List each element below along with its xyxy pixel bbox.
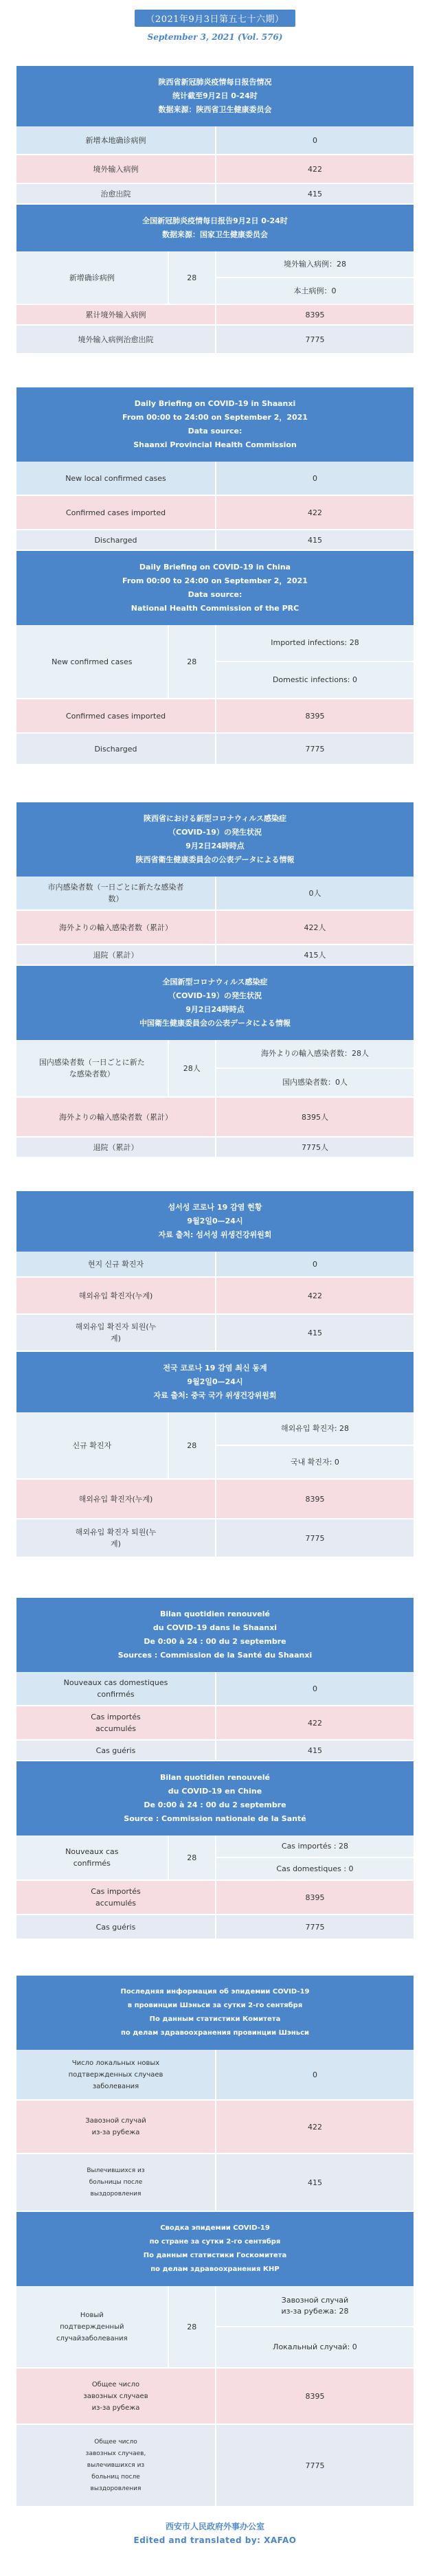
table-row	[16, 1315, 414, 1352]
row-label: 해외유입 확진자(누계)	[78, 1291, 153, 1300]
row-value: 422人	[215, 911, 414, 944]
header-line: по стране за сутки 2-го сентября	[149, 2238, 281, 2246]
ru-shaanxi-header	[16, 1976, 414, 2050]
table-row	[16, 305, 414, 326]
table-row	[16, 326, 414, 354]
row-label: Discharged	[94, 535, 137, 545]
table-row	[16, 1278, 414, 1315]
table-row	[16, 184, 414, 205]
header-line: Daily Briefing on COVID-19 in China	[139, 563, 291, 572]
row-value: 28	[168, 2286, 215, 2367]
table-row	[16, 462, 414, 496]
header-line: Shaanxi Provincial Health Commission	[133, 440, 297, 449]
domestic-value: Cas domestiques : 0	[216, 1857, 414, 1879]
row-value: 8395	[215, 2369, 414, 2424]
row-label: 退院（累計）	[93, 950, 139, 960]
imported-value: Завозной случай из-за рубежа: 28	[281, 2296, 349, 2316]
ja-shaanxi-header	[16, 802, 414, 877]
imported-value: Imported infections: 28	[271, 638, 359, 647]
header-line: Bilan quotidien renouvelé	[159, 1773, 271, 1782]
row-value: 8395	[215, 1480, 414, 1518]
header-line: 자료 출처: 섬서성 위생건강위원회	[158, 1230, 272, 1239]
row-value: 422	[215, 496, 414, 529]
en-shaanxi-header	[16, 387, 414, 462]
table-row	[16, 734, 414, 765]
table-row	[16, 1480, 414, 1519]
ko-shaanxi-header	[16, 1191, 414, 1252]
row-value: 0	[215, 1252, 414, 1276]
row-label: Новый подтвержденный случайзаболевания	[56, 2311, 128, 2342]
domestic-value: 本土病例：0	[216, 277, 414, 304]
section-en	[16, 387, 414, 765]
table-row	[16, 1915, 414, 1940]
header-line: По данным статистики Комитета	[149, 2015, 281, 2023]
row-value: 0	[215, 126, 414, 154]
row-label: Confirmed cases imported	[65, 508, 166, 517]
row-label: 해외유입 확진자 퇴원(누계)	[75, 1322, 157, 1343]
fr-china-header	[16, 1761, 414, 1835]
row-value: 422	[215, 2101, 414, 2153]
imported-value: 境外输入病例：28	[283, 259, 346, 269]
row-label: 해외유입 확진자 퇴원(누계)	[75, 1528, 157, 1548]
header-line: Сводка эпидемии COVID-19	[160, 2224, 270, 2232]
header-line: Data source:	[188, 590, 242, 599]
row-label: 新增本地确诊病例	[85, 135, 146, 145]
header-line: по делам здравоохранения КНР	[150, 2266, 280, 2273]
row-value: 28	[168, 625, 215, 698]
header-line: 9월2일0—24시	[187, 1377, 243, 1386]
row-value: 415	[215, 530, 414, 550]
header-line: 陝西省における新型コロナウィルス感染症	[143, 814, 286, 823]
header-line: 9月2日24時時点	[185, 1005, 245, 1014]
issue-badge: （2021年9月3日第五七十六期）	[135, 10, 295, 27]
row-value: 8395	[215, 305, 414, 324]
header-line: 数据来源：陕西省卫生健康委员会	[158, 105, 272, 114]
row-value: 28人	[168, 1040, 215, 1096]
zh-china-header	[16, 205, 414, 251]
table-row	[16, 2369, 414, 2425]
row-value: 422	[215, 1278, 414, 1313]
row-label: 治愈出院	[100, 189, 131, 199]
row-value: 8395	[215, 1881, 414, 1914]
issue-header	[0, 0, 430, 66]
imported-value: 해외유입 확진자: 28	[280, 1423, 350, 1433]
row-value: 28	[168, 1835, 215, 1879]
fr-shaanxi-header	[16, 1598, 414, 1672]
row-value: 28	[168, 1412, 215, 1478]
table-row	[16, 699, 414, 734]
section-ko	[16, 1191, 414, 1558]
table-row	[16, 945, 414, 966]
table-row	[16, 2425, 414, 2507]
header-line: 全国新型コロナウィルス感染症	[162, 978, 268, 986]
row-label: Вылечившихся из больницы после выздоровления	[87, 2167, 145, 2197]
row-value: 7775	[215, 734, 414, 764]
imported-value: 海外よりの輸入感染者数：28人	[260, 1049, 369, 1058]
table-row	[16, 126, 414, 155]
header-line: Последняя информация об эпидемии COVID-19	[120, 1988, 310, 1996]
en-china-header	[16, 551, 414, 625]
row-value: 415	[215, 2154, 414, 2211]
table-row	[16, 1741, 414, 1761]
header-line: De 0:00 à 24 : 00 du 2 septembre	[144, 1800, 286, 1809]
table-row	[16, 496, 414, 530]
row-label: Общее число завозных случаев из-за рубежа	[83, 2380, 148, 2412]
row-value: 8395人	[215, 1098, 414, 1136]
issue-subtitle: September 3, 2021 (Vol. 576)	[147, 32, 283, 42]
table-row	[16, 1252, 414, 1278]
table-row	[16, 1881, 414, 1915]
row-label: 海外よりの輸入感染者数（累計）	[59, 923, 172, 932]
row-label: Общее число завозных случаев, вылечившихся из больниц после выздоровления	[85, 2438, 146, 2492]
row-label: 退院（累計）	[93, 1142, 139, 1152]
header-line: в провинции Шэньси за сутки 2-го сентября	[127, 2002, 303, 2009]
table-row	[16, 911, 414, 945]
header-line: 陝西省衛生健康委員会の公表データによる情報	[135, 855, 295, 864]
row-label: Cas guéris	[95, 1922, 136, 1932]
header-line: Sources : Commission de la Santé du Shaanxi	[117, 1651, 313, 1660]
domestic-value: 国内感染者数：0人	[216, 1067, 414, 1096]
new-cases-row	[16, 1412, 414, 1480]
row-label: 해외유입 확진자(누계)	[78, 1494, 153, 1504]
new-cases-row	[16, 2286, 414, 2369]
new-cases-row	[16, 1835, 414, 1881]
header-line: From 00:00 to 24:00 on September 2，2021	[122, 576, 308, 585]
row-label: Число локальных новых подтвержденных случаев заболевания	[68, 2059, 163, 2090]
header-line: Bilan quotidien renouvelé	[159, 1609, 271, 1618]
row-label: New confirmed cases	[52, 657, 133, 666]
header-line: по делам здравоохранения провинции Шэньси	[120, 2029, 310, 2037]
row-label: Confirmed cases imported	[65, 711, 166, 721]
row-label: Завозной случай из-за рубежа	[85, 2117, 146, 2136]
header-line: 9月2日24時時点	[185, 841, 245, 850]
row-label: New local confirmed cases	[65, 473, 166, 483]
row-value: 7775	[215, 2425, 414, 2506]
sub-values	[215, 1412, 414, 1478]
header-line: По данным статистики Госкомитета	[143, 2252, 287, 2259]
ru-china-header	[16, 2212, 414, 2286]
header-line: （COVID-19）の発生状況	[168, 828, 262, 837]
row-label: Discharged	[94, 744, 137, 754]
imported-value: Cas importés : 28	[281, 1841, 349, 1851]
row-value: 7775	[215, 1519, 414, 1557]
domestic-value: Локальный случай: 0	[216, 2326, 414, 2367]
row-label: 현지 신규 확진자	[87, 1259, 144, 1269]
table-row	[16, 155, 414, 184]
row-value: 415	[215, 1741, 414, 1760]
sub-values	[215, 2286, 414, 2367]
table-row	[16, 1706, 414, 1741]
row-value: 0	[215, 2050, 414, 2099]
row-label: Nouveaux cas domestiques confirmés	[63, 1678, 168, 1699]
sub-values	[215, 1835, 414, 1879]
header-line: 9월2일0—24시	[187, 1217, 243, 1225]
row-value: 422	[215, 1706, 414, 1739]
header-line: 섬서성 코로나 19 감염 현황	[168, 1203, 262, 1212]
row-label: 市内感染者数（一日ごとに新たな感染者数）	[47, 883, 184, 903]
header-line: 자료 출처: 중국 국가 위생건강위원회	[153, 1391, 277, 1400]
row-label: 国内感染者数（一日ごとに新たな感染者数）	[38, 1058, 145, 1078]
new-cases-row	[16, 1040, 414, 1098]
table-row	[16, 2154, 414, 2212]
row-value: 422	[215, 155, 414, 183]
header-line: 전국 코로나 19 감염 최신 동계	[163, 1364, 267, 1372]
footer-office: 西安市人民政府外事办公室	[165, 2522, 264, 2531]
header-line: 陕西省新冠肺炎疫情每日报告情况	[158, 78, 272, 87]
header-line: Daily Briefing on COVID-19 in Shaanxi	[134, 399, 296, 408]
row-value: 0人	[215, 877, 414, 909]
header-line: du COVID-19 dans le Shaanxi	[152, 1623, 278, 1632]
row-label: 海外よりの輸入感染者数（累計）	[59, 1112, 172, 1122]
row-value: 28	[168, 251, 215, 304]
footer	[0, 2520, 430, 2547]
row-label: 신규 확진자	[72, 1440, 112, 1450]
table-row	[16, 2050, 414, 2101]
header-line: （COVID-19）の発生状況	[168, 991, 262, 1000]
header-line: De 0:00 à 24 : 00 du 2 septembre	[144, 1637, 286, 1646]
domestic-value: 국내 확진자: 0	[216, 1445, 414, 1478]
header-line: du COVID-19 en Chine	[168, 1787, 262, 1796]
ja-china-header	[16, 966, 414, 1040]
row-label: 境外输入病例	[93, 164, 139, 174]
table-row	[16, 1672, 414, 1706]
header-line: 数据来源：国家卫生健康委员会	[162, 230, 268, 239]
row-label: Cas importés accumulés	[91, 1887, 141, 1908]
row-value: 0	[215, 1672, 414, 1705]
sub-values	[215, 251, 414, 304]
row-label: Nouveaux cas confirmés	[65, 1847, 119, 1868]
sub-values	[215, 625, 414, 698]
table-row	[16, 2101, 414, 2154]
section-zh	[16, 66, 414, 354]
row-value: 0	[215, 462, 414, 495]
table-row	[16, 877, 414, 911]
new-cases-row	[16, 625, 414, 699]
header-line: From 00:00 to 24:00 on September 2，2021	[122, 413, 308, 422]
footer-credit: Edited and translated by: XAFAO	[133, 2535, 297, 2545]
header-line: 全国新冠肺炎疫情每日报告9月2日 0-24时	[142, 216, 288, 225]
row-value: 415	[215, 1315, 414, 1351]
header-line: Data source:	[188, 427, 242, 436]
row-value: 415人	[215, 945, 414, 964]
row-value: 8395	[215, 699, 414, 732]
row-label: 累计境外输入病例	[85, 310, 146, 319]
sub-values	[215, 1040, 414, 1096]
row-label: 境外输入病例治愈出院	[78, 335, 154, 344]
table-row	[16, 1519, 414, 1558]
section-fr	[16, 1598, 414, 1940]
row-label: Cas guéris	[95, 1745, 136, 1755]
row-value: 415	[215, 184, 414, 203]
header-line: 统计截至9月2日 0-24时	[172, 91, 258, 100]
row-label: Cas importés accumulés	[91, 1713, 141, 1733]
section-ja	[16, 802, 414, 1158]
row-value: 7775	[215, 326, 414, 353]
section-ru	[16, 1976, 414, 2507]
header-line: National Health Commission of the PRC	[131, 604, 299, 613]
row-value: 7775	[215, 1915, 414, 1939]
table-row	[16, 1098, 414, 1138]
header-line: 中国衛生健康委員会の公表データによる情報	[139, 1019, 291, 1028]
table-row	[16, 1138, 414, 1158]
new-cases-row	[16, 251, 414, 305]
domestic-value: Domestic infections: 0	[216, 661, 414, 698]
row-label: 新增确诊病例	[69, 273, 115, 282]
zh-shaanxi-header	[16, 66, 414, 126]
row-value: 7775人	[215, 1138, 414, 1157]
table-row	[16, 530, 414, 551]
ko-china-header	[16, 1352, 414, 1412]
header-line: Source : Commission nationale de la Santé	[124, 1814, 306, 1823]
